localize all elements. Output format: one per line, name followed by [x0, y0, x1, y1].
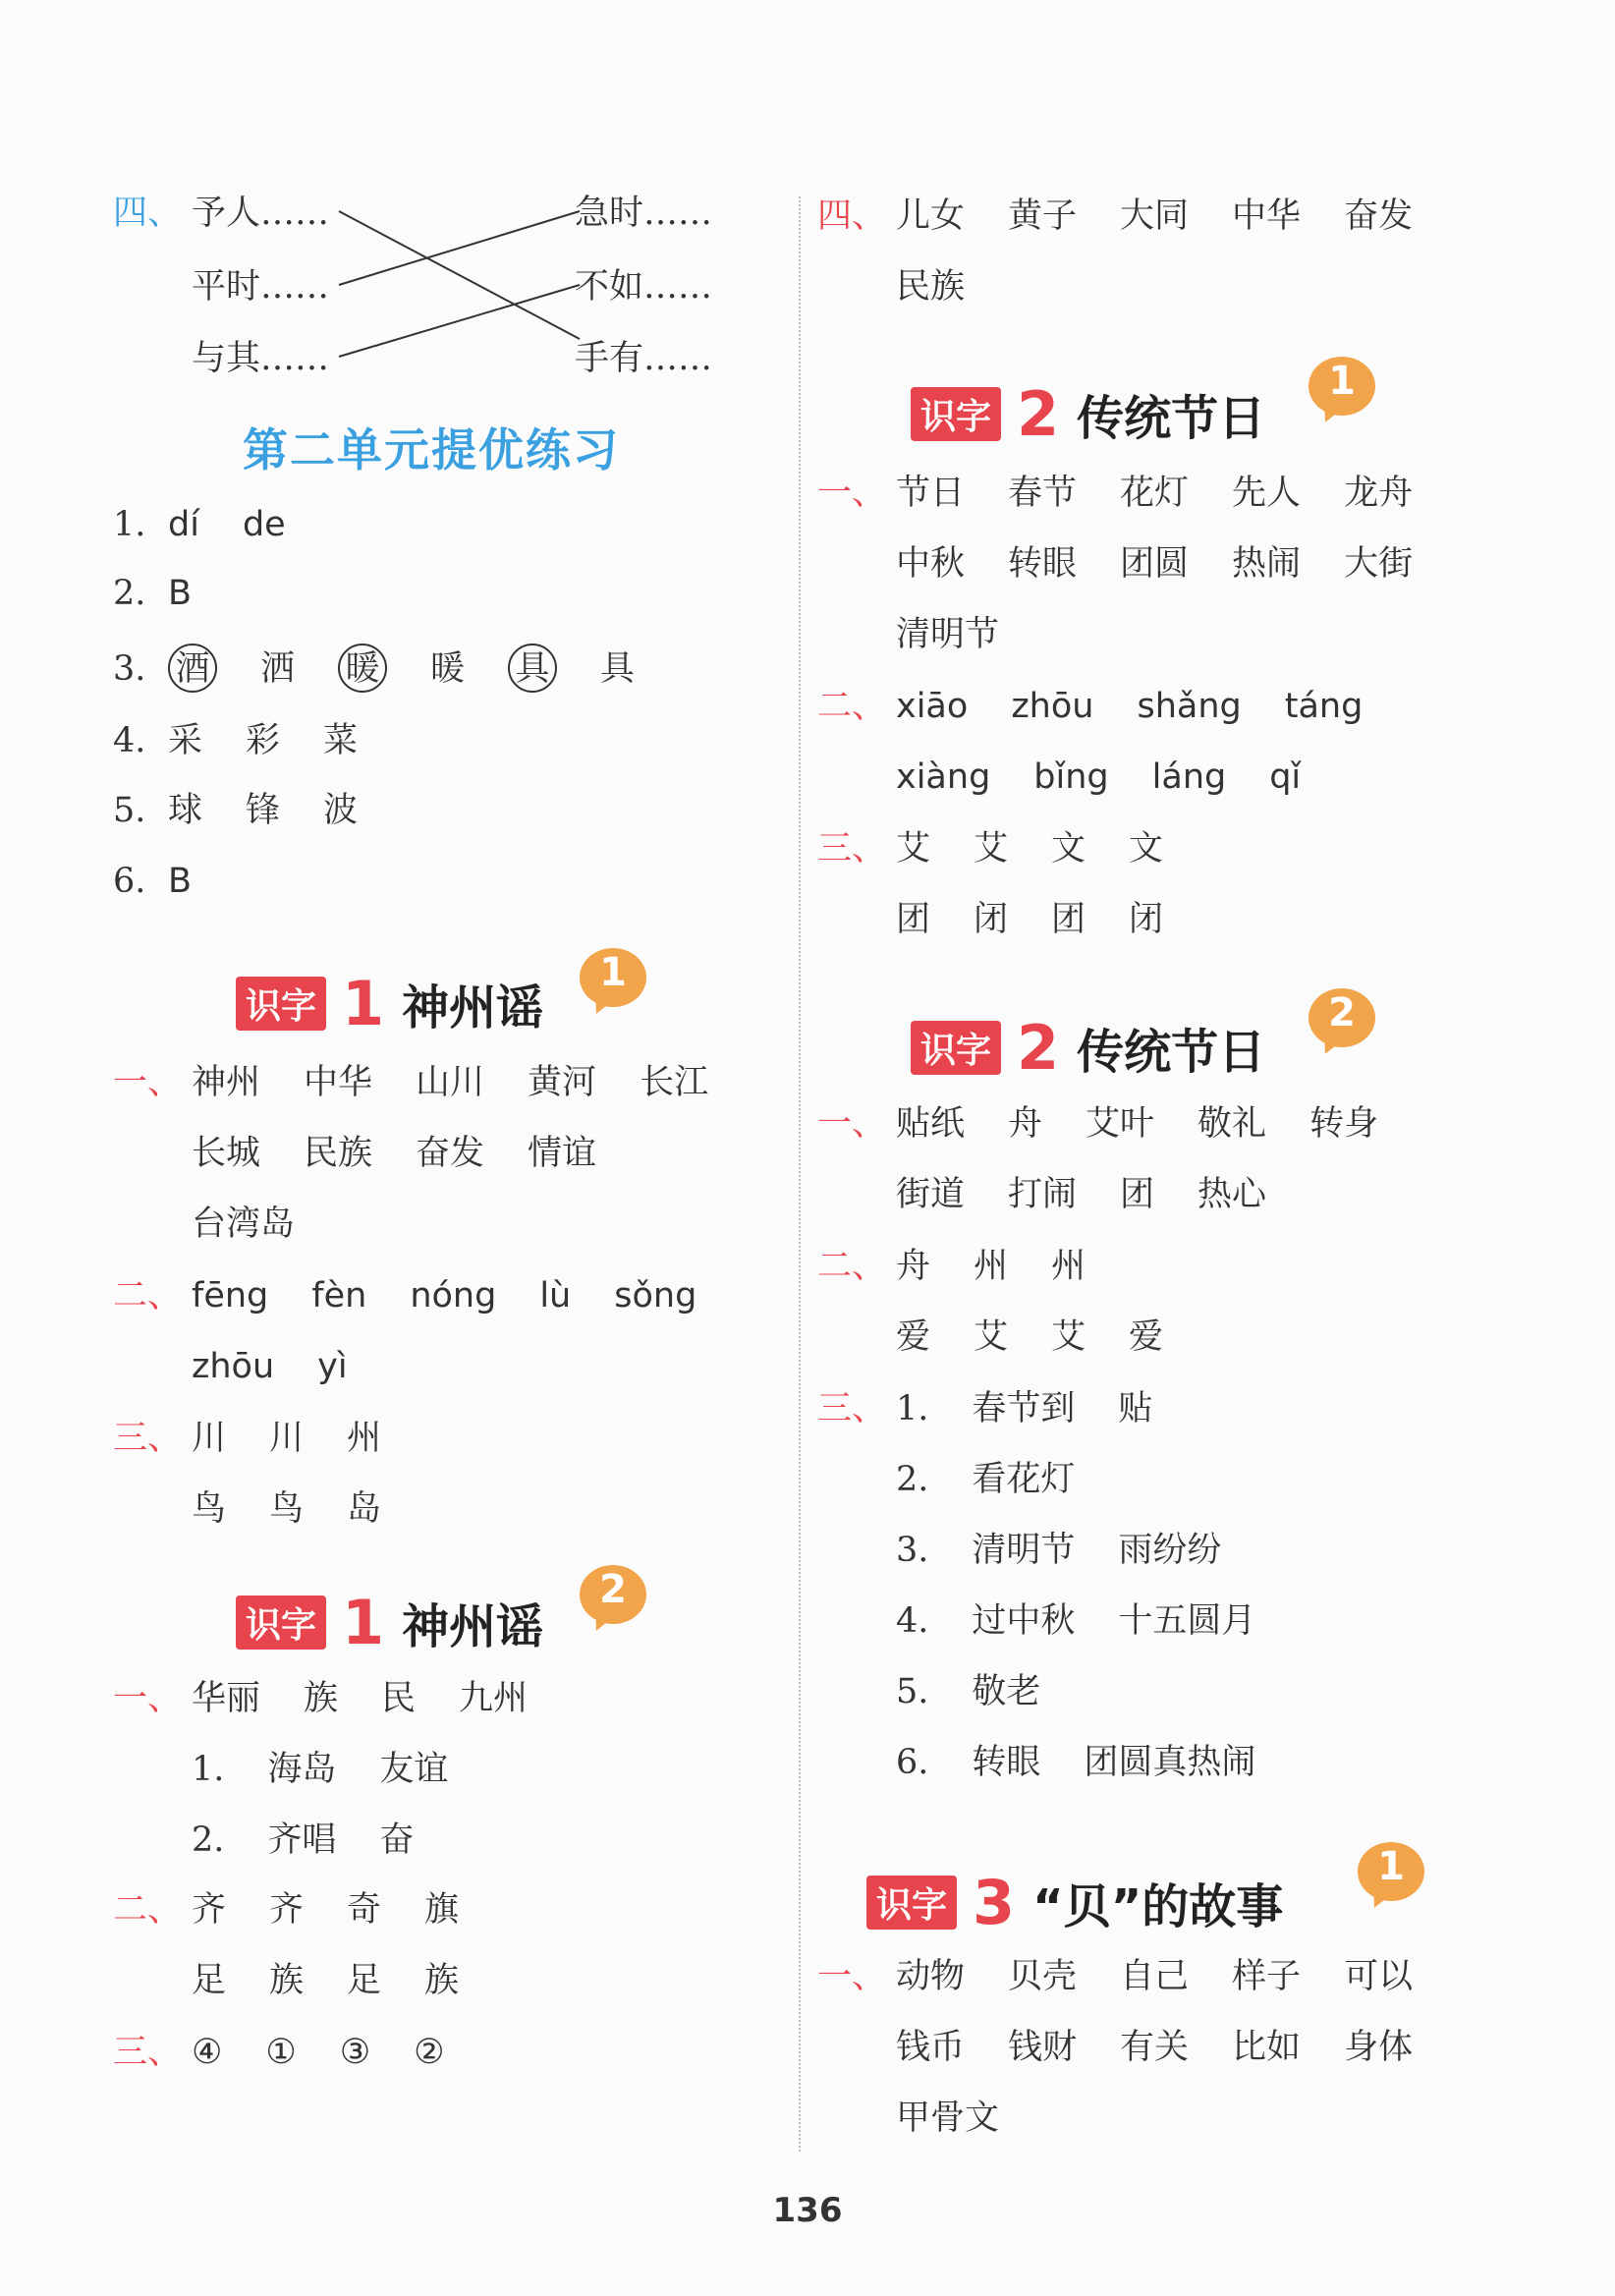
answer-token: xiāo	[896, 687, 969, 726]
item-number: 5.	[113, 791, 146, 830]
answer-line	[896, 542, 1413, 586]
section-mark: 一、	[817, 474, 887, 513]
answer-line	[113, 1061, 709, 1104]
answer-line	[896, 2097, 999, 2140]
answer-token: 2.	[896, 1460, 929, 1499]
answer-line	[113, 1677, 529, 1720]
unit-item	[113, 719, 358, 762]
answer-token: 民族	[896, 267, 966, 307]
answer-token: 黄河	[528, 1063, 597, 1102]
matching-row-2: 平时……	[192, 267, 330, 307]
answer-line	[113, 1888, 460, 1932]
answer-token: yì	[317, 1347, 348, 1386]
answer-token: zhōu	[1011, 687, 1094, 726]
answer-token: 族	[424, 1961, 460, 2000]
answer-line	[817, 1245, 1086, 1288]
answer-token: fèn	[311, 1276, 367, 1316]
answer-line	[896, 1316, 1163, 1359]
answer-token: 1.	[896, 1389, 929, 1428]
answer-line	[817, 472, 1414, 515]
answer-token: 文	[1051, 829, 1086, 868]
answer-token: 长城	[192, 1134, 261, 1173]
answer-token: 清明节	[896, 615, 1000, 654]
answer-token: 神州	[192, 1063, 261, 1102]
answer-token: 雨纷纷	[1118, 1531, 1222, 1570]
answer-token: 热闹	[1232, 544, 1302, 584]
answer-line	[896, 265, 965, 308]
answer-token: de	[242, 505, 286, 544]
answer-token: 舟	[896, 1247, 931, 1286]
answer-token: 波	[323, 791, 359, 830]
answer-token: 春节到	[972, 1389, 1076, 1428]
answer-token: 情谊	[528, 1134, 597, 1173]
answer-token: 甲骨文	[896, 2099, 1000, 2138]
answer-line	[192, 1748, 448, 1791]
answer-token: 热心	[1197, 1175, 1267, 1214]
answer-token: ③	[339, 2033, 371, 2072]
item-number: 2.	[113, 574, 146, 613]
answer-token: 转身	[1309, 1104, 1379, 1144]
answer-token: 先人	[1232, 474, 1302, 513]
answer-token: lù	[539, 1276, 572, 1316]
answer-token: 5.	[896, 1672, 929, 1711]
section-mark: 二、	[817, 687, 887, 726]
bubble-icon: 2	[580, 1565, 648, 1626]
answer-token: 钱财	[1008, 2028, 1078, 2067]
answer-line	[896, 1173, 1266, 1216]
answer-token: 团圆真热闹	[1084, 1743, 1256, 1782]
answer-token: 6.	[896, 1743, 929, 1782]
unit-item	[113, 860, 192, 903]
answer-line	[896, 1599, 1255, 1643]
answer-line	[896, 1458, 1075, 1501]
answer-token: 民	[381, 1679, 417, 1718]
lesson-header-2b: 识字 2 传统节日	[911, 1012, 1265, 1081]
answer-token: 友谊	[379, 1750, 449, 1789]
answer-line	[192, 1132, 596, 1175]
answer-token: 足	[347, 1961, 382, 2000]
answer-token: 族	[269, 1961, 305, 2000]
unit-item	[113, 503, 286, 546]
section-mark: 三、	[817, 829, 887, 868]
answer-token: 黄子	[1008, 196, 1078, 236]
answer-token: 山川	[416, 1063, 485, 1102]
answer-token: 长江	[640, 1063, 709, 1102]
answer-token: 族	[304, 1679, 339, 1718]
answer-token: 十五圆月	[1118, 1601, 1256, 1641]
answer-token: 海岛	[267, 1750, 337, 1789]
answer-token: 清明节	[972, 1531, 1076, 1570]
answer-token: 自己	[1120, 1957, 1190, 1996]
answer-line	[817, 195, 1414, 238]
answer-token: 打闹	[1008, 1175, 1078, 1214]
answer-token: 中华	[304, 1063, 373, 1102]
answer-token: shǎng	[1137, 687, 1242, 726]
answer-token: 洒	[260, 649, 296, 689]
answer-token: 九州	[459, 1679, 529, 1718]
answer-token: 中秋	[896, 544, 966, 584]
answer-line	[817, 827, 1164, 870]
answer-token: xiàng	[896, 757, 991, 797]
bubble-icon: 1	[1309, 357, 1377, 418]
answer-token: 岛	[347, 1489, 382, 1529]
unit-item	[113, 789, 358, 832]
answer-token: 艾	[974, 1317, 1009, 1357]
answer-token: zhōu	[192, 1347, 275, 1386]
item-number: 6.	[113, 862, 146, 901]
lesson-header-3a: 识字 3 “贝”的故事	[866, 1867, 1283, 1935]
answer-line	[192, 1345, 348, 1388]
answer-token: 花灯	[1120, 474, 1190, 513]
answer-token: qǐ	[1269, 757, 1302, 797]
answer-token: 爱	[1129, 1317, 1164, 1357]
answer-token: 大街	[1344, 544, 1414, 584]
answer-token: 具	[600, 649, 636, 689]
answer-token: 球	[168, 791, 203, 830]
answer-line	[192, 1203, 295, 1246]
answer-token: 齐	[269, 1890, 305, 1930]
answer-token: 奋	[379, 1820, 415, 1860]
answer-token: 贴纸	[896, 1104, 966, 1144]
lesson-header-2a: 识字 2 传统节日	[911, 378, 1265, 447]
bubble-icon: 1	[580, 948, 648, 1009]
answer-token: 龙舟	[1344, 474, 1414, 513]
answer-token: 州	[347, 1419, 382, 1458]
answer-token: 足	[192, 1961, 227, 2000]
answer-line	[113, 2031, 445, 2074]
matching-right-3: 手有……	[575, 339, 713, 378]
answer-token: 动物	[896, 1957, 966, 1996]
answer-token: 团	[1120, 1175, 1155, 1214]
answer-token: 儿女	[896, 196, 966, 236]
item-number: 1.	[113, 505, 146, 544]
answer-token: 奋发	[416, 1134, 485, 1173]
answer-token: 比如	[1232, 2028, 1302, 2067]
answer-token: 团	[896, 900, 931, 939]
answer-token: 敬老	[972, 1672, 1041, 1711]
answer-token: 身体	[1344, 2028, 1414, 2067]
answer-token: 艾	[1051, 1317, 1086, 1357]
section-mark: 一、	[817, 1957, 887, 1996]
answer-token: táng	[1284, 687, 1364, 726]
answer-token: 街道	[896, 1175, 966, 1214]
answer-token: 转眼	[972, 1743, 1041, 1782]
answer-token: ②	[414, 2033, 445, 2072]
answer-token: 舟	[1008, 1104, 1043, 1144]
answer-token: 贴	[1118, 1389, 1153, 1428]
matching-row-3: 与其……	[192, 339, 330, 378]
bubble-icon: 1	[1358, 1842, 1426, 1903]
answer-token: 齐	[192, 1890, 227, 1930]
section-mark: 三、	[113, 1419, 183, 1458]
answer-token: 中华	[1232, 196, 1302, 236]
answer-token: 看花灯	[972, 1460, 1076, 1499]
answer-line	[113, 1274, 697, 1317]
section-mark: 三、	[817, 1389, 887, 1428]
answer-token: 川	[192, 1419, 227, 1458]
answer-token: 彩	[246, 721, 281, 760]
answer-line	[817, 1955, 1414, 1998]
answer-line	[896, 898, 1163, 941]
answer-token: 川	[269, 1419, 305, 1458]
answer-token: 团圆	[1120, 544, 1190, 584]
answer-token: 州	[974, 1247, 1009, 1286]
section-mark: 一、	[113, 1063, 183, 1102]
answer-line	[192, 1487, 381, 1531]
unit-title: 第二单元提优练习	[243, 423, 620, 476]
answer-token: ①	[265, 2033, 297, 2072]
answer-token: 节日	[896, 474, 966, 513]
item-number: 4.	[113, 721, 146, 760]
answer-token: nóng	[410, 1276, 497, 1316]
answer-token: 暖	[430, 649, 466, 689]
answer-line	[896, 1741, 1255, 1784]
answer-token: 可以	[1344, 1957, 1414, 1996]
answer-line	[192, 1959, 459, 2002]
answer-token: 锋	[246, 791, 281, 830]
answer-line	[896, 756, 1301, 799]
answer-token: B	[168, 862, 193, 901]
answer-token: 齐唱	[267, 1820, 337, 1860]
answer-token: 鸟	[192, 1489, 227, 1529]
answer-token: 样子	[1232, 1957, 1302, 1996]
answer-token: 奋发	[1344, 196, 1414, 236]
section-mark: 一、	[817, 1104, 887, 1144]
answer-line	[113, 1417, 382, 1460]
lesson-header-1a: 识字 1 神州谣	[236, 968, 543, 1036]
circled-char: 酒	[168, 644, 217, 693]
answer-token: 2.	[192, 1820, 225, 1860]
answer-token: 民族	[304, 1134, 373, 1173]
answer-token: 敬礼	[1197, 1104, 1267, 1144]
answer-token: 大同	[1120, 196, 1190, 236]
answer-token: ④	[192, 2033, 223, 2072]
answer-token: 文	[1129, 829, 1164, 868]
unit-item	[113, 644, 635, 693]
answer-token: 台湾岛	[192, 1204, 296, 1244]
answer-line	[817, 685, 1364, 728]
match-line-2	[339, 211, 580, 285]
matching-right-1: 急时……	[575, 194, 713, 233]
answer-token: 菜	[323, 721, 359, 760]
circled-char: 具	[508, 644, 557, 693]
section-mark: 二、	[817, 1247, 887, 1286]
answer-line	[896, 1670, 1040, 1713]
lesson-header-1b: 识字 1 神州谣	[236, 1587, 543, 1655]
section-mark: 四、	[817, 196, 887, 236]
answer-token: 闭	[1129, 900, 1164, 939]
circled-char: 暖	[338, 644, 387, 693]
page-number: 136	[772, 2191, 843, 2230]
answer-token: 团	[1051, 900, 1086, 939]
answer-token: 春节	[1008, 474, 1078, 513]
answer-token: 艾	[974, 829, 1009, 868]
section-mark: 二、	[113, 1276, 183, 1316]
answer-token: 有关	[1120, 2028, 1190, 2067]
answer-token: 转眼	[1008, 544, 1078, 584]
answer-token: B	[168, 574, 193, 613]
answer-token: 贝壳	[1008, 1957, 1078, 1996]
answer-line	[896, 1529, 1221, 1572]
answer-token: bǐng	[1033, 757, 1109, 797]
answer-line	[817, 1102, 1379, 1146]
answer-token: 旗	[424, 1890, 460, 1930]
answer-line	[817, 1387, 1153, 1430]
answer-line	[896, 613, 999, 656]
answer-token: 过中秋	[972, 1601, 1076, 1641]
matching-right-2: 不如……	[575, 267, 713, 307]
answer-token: dí	[168, 505, 199, 544]
answer-token: 闭	[974, 900, 1009, 939]
column-divider	[799, 196, 801, 2152]
answer-token: 3.	[896, 1531, 929, 1570]
answer-line	[896, 2026, 1413, 2069]
answer-token: 州	[1051, 1247, 1086, 1286]
answer-token: 爱	[896, 1317, 931, 1357]
matching-row-1: 四、 予人……	[113, 194, 330, 233]
section-mark: 二、	[113, 1890, 183, 1930]
item-number: 3.	[113, 649, 146, 689]
answer-token: 艾	[896, 829, 931, 868]
answer-token: 华丽	[192, 1679, 261, 1718]
answer-token: 4.	[896, 1601, 929, 1641]
section-mark: 一、	[113, 1679, 183, 1718]
answer-token: fēng	[192, 1276, 269, 1316]
answer-token: 钱币	[896, 2028, 966, 2067]
answer-token: 采	[168, 721, 203, 760]
answer-token: 艾叶	[1086, 1104, 1155, 1144]
bubble-icon: 2	[1309, 988, 1377, 1049]
answer-token: 1.	[192, 1750, 225, 1789]
unit-item	[113, 572, 192, 615]
answer-token: 奇	[347, 1890, 382, 1930]
answer-token: 鸟	[269, 1489, 305, 1529]
answer-token: sǒng	[614, 1276, 697, 1316]
answer-token: láng	[1151, 757, 1227, 797]
section-mark: 三、	[113, 2033, 183, 2072]
answer-line	[192, 1819, 414, 1862]
section-mark: 四、	[113, 194, 183, 233]
